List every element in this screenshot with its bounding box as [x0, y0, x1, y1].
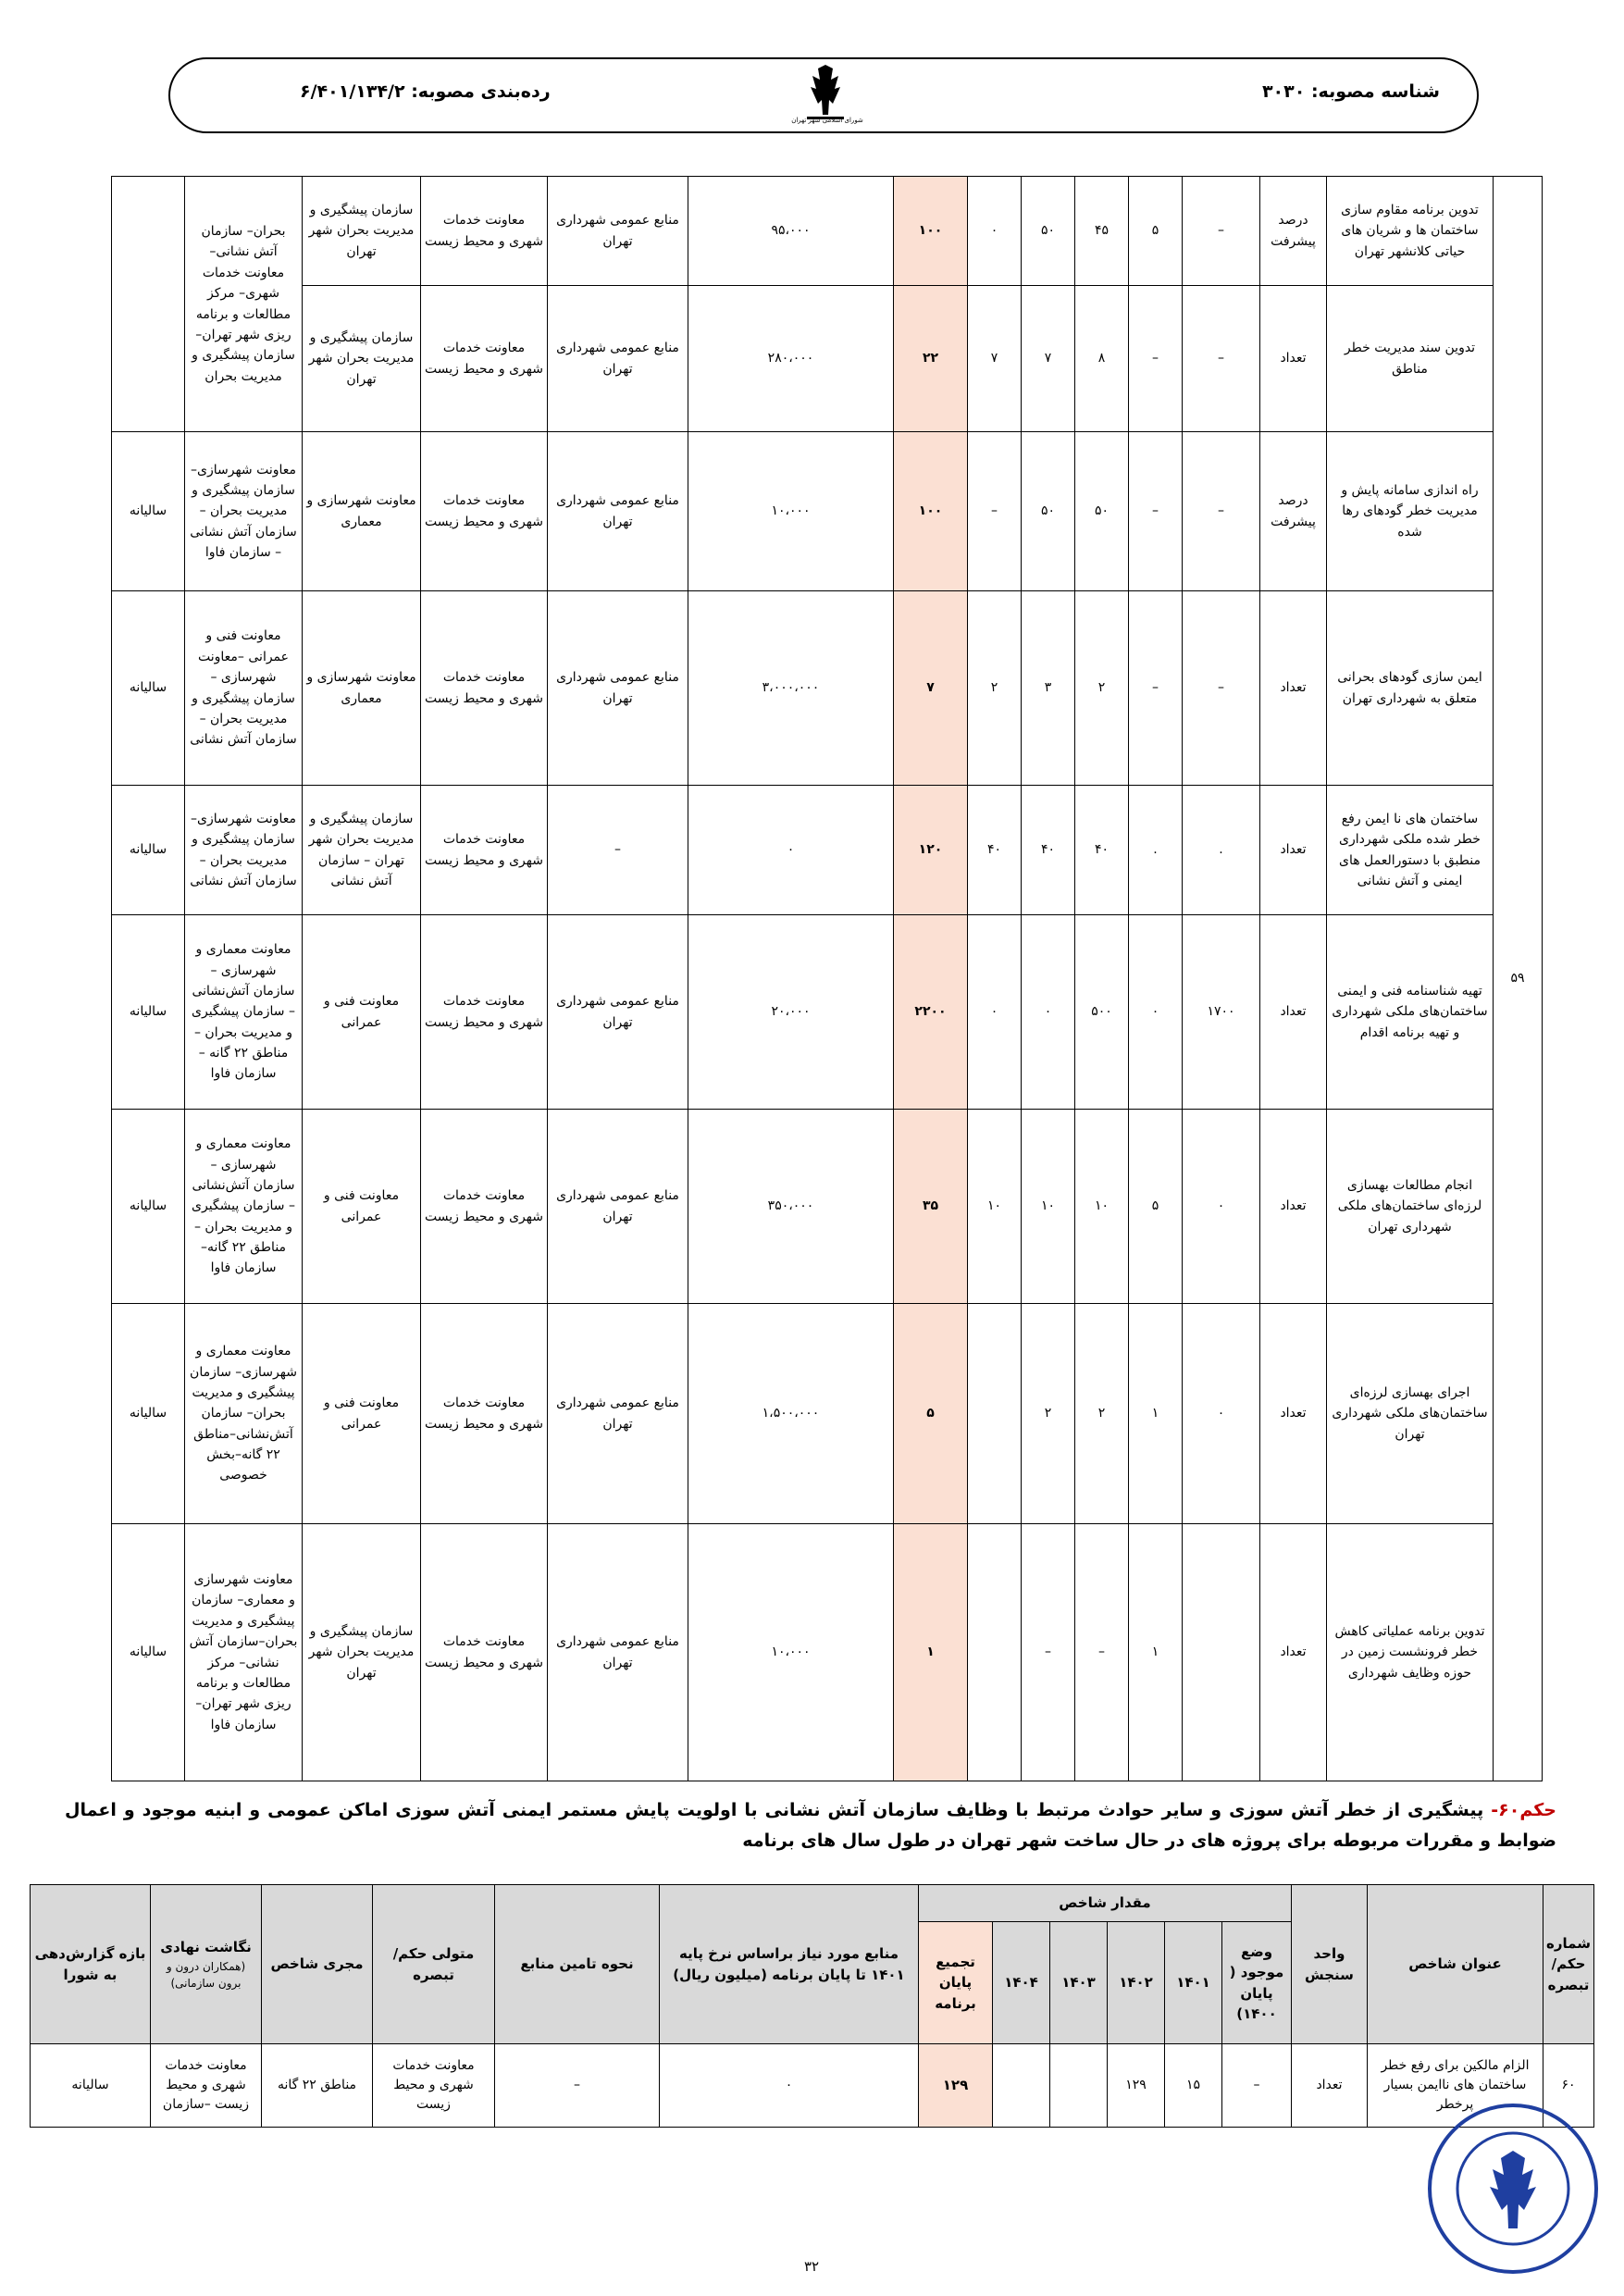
institutional-partners: معاونت معماری و شهرسازی– سازمان پیشگیری و مدیریت بحران– سازمان آتش‌نشانی–مناطق ۲۲ گانه–بخش خصوصی	[185, 1304, 303, 1524]
logo-caption: شورای اسلامی شهر تهران	[791, 117, 863, 124]
budget: ۹۵،۰۰۰	[688, 177, 894, 286]
measurement-unit: درصد پیشرفت	[1260, 432, 1327, 591]
funding-source: –	[495, 2044, 660, 2128]
institutional-partners: بحران– سازمان آتش نشانی– معاونت خدمات شهری– مرکز مطالعات و برنامه ریزی شهر تهران– سازمان پیشگیری و مدیریت بحران	[185, 177, 303, 432]
resolution-classification: رده‌بندی مصوبه: ۶/۴۰۱/۱۳۴/۲	[300, 81, 551, 102]
value-1403: ۳	[1022, 591, 1075, 786]
executor: معاونت فنی و عمرانی	[303, 915, 421, 1110]
total-value: ۲۲۰۰	[894, 915, 968, 1110]
document-header	[168, 57, 1479, 133]
col-header-custodian: متولی حکم/تبصره	[373, 1885, 495, 2044]
indicator-title: تهیه شناسنامه فنی و ایمنی ساختمان‌های ملکی شهرداری و تهیه برنامه اقدام	[1327, 915, 1494, 1110]
total-value: ۱۲۹	[919, 2044, 993, 2128]
value-1401: –	[1129, 432, 1183, 591]
measurement-unit: تعداد	[1260, 1524, 1327, 1781]
value-1401: ۰	[1129, 915, 1183, 1110]
measurement-unit: تعداد	[1260, 286, 1327, 432]
institutional-partners: معاونت فنی و عمرانی –معاونت شهرسازی – سازمان پیشگیری و مدیریت بحران – سازمان آتش نشانی	[185, 591, 303, 786]
current-status: ۱۷۰۰	[1183, 915, 1260, 1110]
funding-source: منابع عمومی شهرداری تهران	[548, 591, 688, 786]
value-1402: ۴۰	[1075, 786, 1129, 915]
indicator-title: تدوین سند مدیریت خطر مناطق	[1327, 286, 1494, 432]
total-value: ۱۲۰	[894, 786, 968, 915]
value-1404: ۰	[968, 177, 1022, 286]
total-value: ۳۵	[894, 1110, 968, 1304]
col-header-partners	[151, 1885, 262, 2044]
value-1403: ۷	[1022, 286, 1075, 432]
table-row	[112, 177, 1543, 286]
budget: ۱۰،۰۰۰	[688, 432, 894, 591]
custodian: معاونت خدمات شهری و محیط زیست	[421, 1524, 548, 1781]
value-1403: ۵۰	[1022, 177, 1075, 286]
institutional-partners: معاونت معماری و شهرسازی – سازمان آتش‌نشانی – سازمان پیشگیری و مدیریت بحران – مناطق ۲۲ گانه – سازمان فاوا	[185, 915, 303, 1110]
executor: معاونت شهرسازی و معماری	[303, 432, 421, 591]
reporting-period: سالیانه	[112, 432, 185, 591]
reporting-period	[112, 177, 185, 432]
custodian: معاونت خدمات شهری و محیط زیست	[421, 915, 548, 1110]
executor: سازمان پیشگیری و مدیریت بحران شهر تهران	[303, 177, 421, 286]
institutional-partners: معاونت شهرسازی و معماری– سازمان پیشگیری و مدیریت بحران–سازمان آتش نشانی– مرکز مطالعات و برنامه ریزی شهر تهران– سازمان فاوا	[185, 1524, 303, 1781]
col-header-funding: نحوه تامین منابع	[495, 1885, 660, 2044]
measurement-unit: تعداد	[1260, 1110, 1327, 1304]
value-1401: ۱۵	[1165, 2044, 1222, 2128]
total-value: ۱	[894, 1524, 968, 1781]
funding-source: منابع عمومی شهرداری تهران	[548, 915, 688, 1110]
funding-source: منابع عمومی شهرداری تهران	[548, 432, 688, 591]
executor: مناطق ۲۲ گانه	[262, 2044, 373, 2128]
table-row	[112, 786, 1543, 915]
current-status: –	[1183, 591, 1260, 786]
budget: ۱۰،۰۰۰	[688, 1524, 894, 1781]
value-1402: ۴۵	[1075, 177, 1129, 286]
value-1404: ۲	[968, 591, 1022, 786]
hokm-number: ۶۰	[1543, 2044, 1594, 2128]
custodian: معاونت خدمات شهری و محیط زیست	[373, 2044, 495, 2128]
col-header-total: تجمیع پایان برنامه	[919, 1922, 993, 2044]
custodian: معاونت خدمات شهری و محیط زیست	[421, 432, 548, 591]
table-row	[112, 1304, 1543, 1524]
current-status: –	[1183, 432, 1260, 591]
total-value: ۵	[894, 1304, 968, 1524]
value-1402: ۲	[1075, 1304, 1129, 1524]
executor: سازمان پیشگیری و مدیریت بحران شهر تهران	[303, 1524, 421, 1781]
measurement-unit: درصد پیشرفت	[1260, 177, 1327, 286]
indicator-title: اجرای بهسازی لرزه‌ای ساختمان‌های ملکی شهرداری تهران	[1327, 1304, 1494, 1524]
funding-source: منابع عمومی شهرداری تهران	[548, 1304, 688, 1524]
col-header-1401: ۱۴۰۱	[1165, 1922, 1222, 2044]
col-header-period: بازه گزارش‌دهی به شورا	[31, 1885, 151, 2044]
value-1403: ۵۰	[1022, 432, 1075, 591]
budget: ۳،۰۰۰،۰۰۰	[688, 591, 894, 786]
resolution-id: شناسه مصوبه: ۳۰۳۰	[1261, 81, 1440, 102]
value-1402: ۱۲۹	[1108, 2044, 1165, 2128]
indicator-title: الزام مالکین برای رفع خطر ساختمان های ناایمن بسیار پرخطر	[1368, 2044, 1543, 2128]
current-status: ۰	[1183, 1304, 1260, 1524]
total-value: ۷	[894, 591, 968, 786]
col-header-1402: ۱۴۰۲	[1108, 1922, 1165, 2044]
value-1403	[1050, 2044, 1108, 2128]
budget: ۲۰،۰۰۰	[688, 915, 894, 1110]
value-1404: ۷	[968, 286, 1022, 432]
custodian: معاونت خدمات شهری و محیط زیست	[421, 786, 548, 915]
council-seal-icon	[1425, 2101, 1601, 2277]
value-1402: ۱۰	[1075, 1110, 1129, 1304]
budget: ۳۵۰،۰۰۰	[688, 1110, 894, 1304]
indicator-table-60	[30, 1884, 1594, 2128]
total-value: ۱۰۰	[894, 432, 968, 591]
table-row	[112, 591, 1543, 786]
reporting-period: سالیانه	[112, 1110, 185, 1304]
value-1403: ۴۰	[1022, 786, 1075, 915]
indicator-title: انجام مطالعات بهسازی لرزه‌ای ساختمان‌های ملکی شهرداری تهران	[1327, 1110, 1494, 1304]
indicator-title: راه اندازی سامانه پایش و مدیریت خطر گودهای رها شده	[1327, 432, 1494, 591]
reporting-period: سالیانه	[112, 1524, 185, 1781]
institutional-partners: معاونت خدمات شهری و محیط زیست –سازمان	[151, 2044, 262, 2128]
indicator-title: ساختمان های نا ایمن رفع خطر شده ملکی شهرداری منطبق با دستورالعمل های ایمنی و آتش نشانی	[1327, 786, 1494, 915]
measurement-unit: تعداد	[1260, 1304, 1327, 1524]
value-1401: –	[1129, 286, 1183, 432]
current-status: ۰	[1183, 1110, 1260, 1304]
budget: ۱،۵۰۰،۰۰۰	[688, 1304, 894, 1524]
executor: سازمان پیشگیری و مدیریت بحران شهر تهران	[303, 286, 421, 432]
institutional-partners: معاونت معماری و شهرسازی – سازمان آتش‌نشانی – سازمان پیشگیری و مدیریت بحران –مناطق ۲۲ گانه–سازمان فاوا	[185, 1110, 303, 1304]
total-value: ۲۲	[894, 286, 968, 432]
indicator-title: تدوین برنامه عملیاتی کاهش خطر فرونشست زمین در حوزه وظایف شهرداری	[1327, 1524, 1494, 1781]
table-row	[112, 432, 1543, 591]
value-1401: ۱	[1129, 1524, 1183, 1781]
value-1401: –	[1129, 591, 1183, 786]
value-1401: ۱	[1129, 1304, 1183, 1524]
budget: ۰	[660, 2044, 919, 2128]
value-1404	[968, 1304, 1022, 1524]
custodian: معاونت خدمات شهری و محیط زیست	[421, 591, 548, 786]
value-1401: .	[1129, 786, 1183, 915]
funding-source: منابع عمومی شهرداری تهران	[548, 177, 688, 286]
reporting-period: سالیانه	[31, 2044, 151, 2128]
reporting-period: سالیانه	[112, 786, 185, 915]
custodian: معاونت خدمات شهری و محیط زیست	[421, 1304, 548, 1524]
reporting-period: سالیانه	[112, 1304, 185, 1524]
executor: معاونت فنی و عمرانی	[303, 1110, 421, 1304]
current-status	[1183, 1524, 1260, 1781]
hokm-60-label: حکم۶۰-	[1491, 1800, 1556, 1820]
col-header-partners-sub: (همکاران درون و برون سازمانی)	[166, 1959, 246, 1990]
value-1402: ۵۰۰	[1075, 915, 1129, 1110]
page-number: ۳۲	[803, 2258, 820, 2275]
value-1404: ۰	[968, 915, 1022, 1110]
col-header-current: وضع موجود ( پایان ۱۴۰۰)	[1222, 1922, 1292, 2044]
value-1402: ۵۰	[1075, 432, 1129, 591]
value-1404: ۴۰	[968, 786, 1022, 915]
reporting-period: سالیانه	[112, 591, 185, 786]
table-row	[112, 1110, 1543, 1304]
value-1402: ۲	[1075, 591, 1129, 786]
institutional-partners: معاونت شهرسازی– سازمان پیشگیری و مدیریت بحران – سازمان آتش نشانی	[185, 786, 303, 915]
value-1404: –	[968, 432, 1022, 591]
value-1402: –	[1075, 1524, 1129, 1781]
executor: سازمان پیشگیری و مدیریت بحران شهر تهران – سازمان آتش نشانی	[303, 786, 421, 915]
col-header-1404: ۱۴۰۴	[993, 1922, 1050, 2044]
value-1403: ۰	[1022, 915, 1075, 1110]
value-1404	[968, 1524, 1022, 1781]
current-status: –	[1222, 2044, 1292, 2128]
col-header-executor: مجری شاخص	[262, 1885, 373, 2044]
hokm-60-text: پیشگیری از خطر آتش سوزی و سایر حوادث مرتبط با وظایف سازمان آتش نشانی با اولویت پایش مستمر ایمنی آتش سوزی اماکن عمومی و ابنیه موجود و اعمال ضوابط و مقررات مربوطه برای پروژه های در حال ساخت شهر تهران در طول سال های برنامه	[65, 1800, 1556, 1852]
table-row	[31, 2044, 1594, 2128]
current-status: –	[1183, 286, 1260, 432]
custodian: معاونت خدمات شهری و محیط زیست	[421, 1110, 548, 1304]
col-header-unit: واحد سنجش	[1292, 1885, 1368, 2044]
funding-source: منابع عمومی شهرداری تهران	[548, 286, 688, 432]
budget: ۰	[688, 786, 894, 915]
table-row	[112, 915, 1543, 1110]
hokm-number: ۵۹	[1494, 177, 1543, 1781]
value-1403: –	[1022, 1524, 1075, 1781]
col-header-partners-label: نگاشت نهادی	[160, 1939, 252, 1956]
current-status: .	[1183, 786, 1260, 915]
table-header-row	[31, 1885, 1594, 1922]
value-1404	[993, 2044, 1050, 2128]
value-1404: ۱۰	[968, 1110, 1022, 1304]
funding-source: منابع عمومی شهرداری تهران	[548, 1110, 688, 1304]
value-1403: ۱۰	[1022, 1110, 1075, 1304]
total-value: ۱۰۰	[894, 177, 968, 286]
value-1402: ۸	[1075, 286, 1129, 432]
funding-source: منابع عمومی شهرداری تهران	[548, 1524, 688, 1781]
table-row	[112, 286, 1543, 432]
value-1403: ۲	[1022, 1304, 1075, 1524]
indicator-table-59	[111, 176, 1543, 1781]
col-header-title: عنوان شاخص	[1368, 1885, 1543, 2044]
value-1401: ۵	[1129, 177, 1183, 286]
executor: معاونت فنی و عمرانی	[303, 1304, 421, 1524]
col-header-1403: ۱۴۰۳	[1050, 1922, 1108, 2044]
institutional-partners: معاونت شهرسازی– سازمان پیشگیری و مدیریت بحران – سازمان آتش نشانی – سازمان فاوا	[185, 432, 303, 591]
measurement-unit: تعداد	[1292, 2044, 1368, 2128]
custodian: معاونت خدمات شهری و محیط زیست	[421, 286, 548, 432]
current-status: –	[1183, 177, 1260, 286]
hokm-60-paragraph	[65, 1795, 1556, 1857]
custodian: معاونت خدمات شهری و محیط زیست	[421, 177, 548, 286]
col-header-indicator-value: مقدار شاخص	[919, 1885, 1292, 1922]
measurement-unit: تعداد	[1260, 915, 1327, 1110]
indicator-title: ایمن سازی گودهای بحرانی متعلق به شهرداری تهران	[1327, 591, 1494, 786]
funding-source: –	[548, 786, 688, 915]
indicator-title: تدوین برنامه مقاوم سازی ساختمان ها و شریان های حیاتی کلانشهر تهران	[1327, 177, 1494, 286]
measurement-unit: تعداد	[1260, 786, 1327, 915]
executor: معاونت شهرسازی و معماری	[303, 591, 421, 786]
table-row	[112, 1524, 1543, 1781]
col-header-budget: منابع مورد نیاز براساس نرخ پایه ۱۴۰۱ تا پایان برنامه (میلیون ریال)	[660, 1885, 919, 2044]
col-header-number: شماره حکم/ تبصره	[1543, 1885, 1594, 2044]
measurement-unit: تعداد	[1260, 591, 1327, 786]
reporting-period: سالیانه	[112, 915, 185, 1110]
value-1401: ۵	[1129, 1110, 1183, 1304]
budget: ۲۸۰،۰۰۰	[688, 286, 894, 432]
